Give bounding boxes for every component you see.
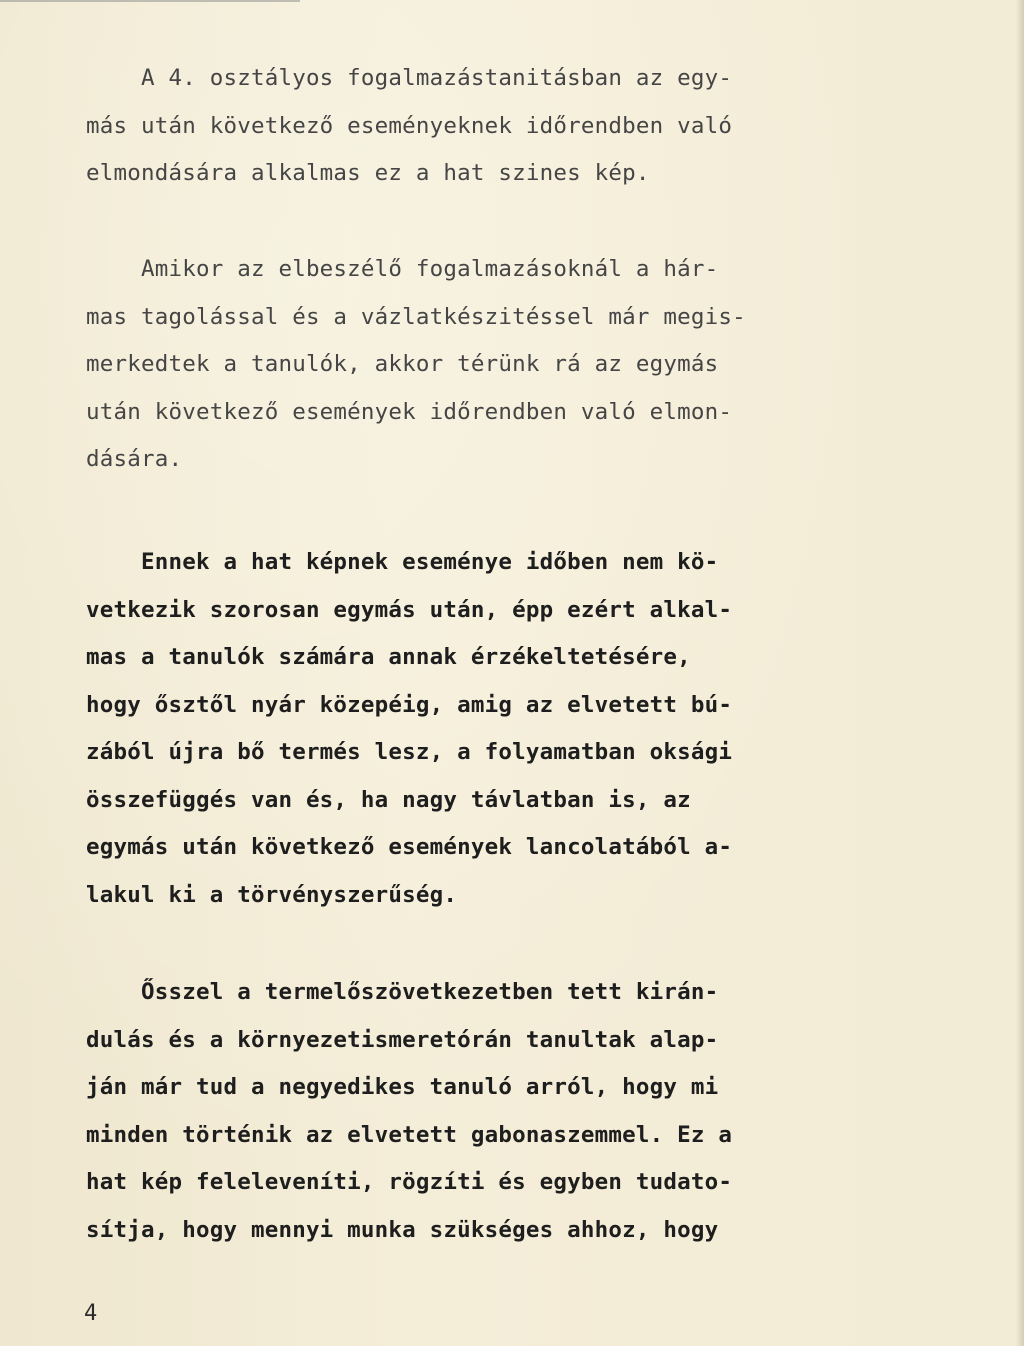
text-line: zából újra bő termés lesz, a folyamatban oksági	[86, 739, 733, 765]
text-line: vetkezik szorosan egymás után, épp ezért alkal-	[86, 596, 733, 623]
text-line: elmondására alkalmas ez a hat szines kép.	[86, 160, 650, 186]
text-line: egymás után következő események lancolatából a-	[86, 834, 733, 860]
scan-right-edge	[1016, 0, 1024, 1346]
text-line: dulás és a környezetismeretórán tanultak alap-	[86, 1026, 719, 1053]
text-line: minden történik az elvetett gabonaszemmel. Ez a	[86, 1121, 733, 1148]
scan-top-edge	[0, 0, 300, 2]
text-line: merkedtek a tanulók, akkor térünk rá az egymás	[86, 351, 719, 377]
text-line: dására.	[86, 446, 183, 472]
text-line: Amikor az elbeszélő fogalmazásoknál a hár-	[86, 256, 719, 282]
paragraph-2	[86, 246, 906, 484]
paragraph-4	[86, 969, 906, 1254]
text-line: Ősszel a termelőszövetkezetben tett kirán-	[86, 979, 719, 1005]
text-line: más után következő eseményeknek időrendben való	[86, 112, 733, 139]
paragraph-3	[86, 539, 906, 919]
text-line: ján már tud a negyedikes tanuló arról, hogy mi	[86, 1074, 719, 1100]
text-line: lakul ki a törvényszerűség.	[86, 881, 458, 908]
text-line: után következő események időrendben való elmon-	[86, 398, 733, 425]
text-line: hogy ősztől nyár közepéig, amig az elvetett bú-	[86, 691, 733, 718]
paragraph-1	[86, 55, 906, 198]
text-line: hat kép feleleveníti, rögzíti és egyben tudato-	[86, 1169, 733, 1195]
text-line: összefüggés van és, ha nagy távlatban is, az	[86, 786, 691, 813]
text-line: sítja, hogy mennyi munka szükséges ahhoz, hogy	[86, 1216, 719, 1243]
text-line: mas tagolással és a vázlatkészitéssel már megis-	[86, 303, 746, 330]
text-line: mas a tanulók számára annak érzékeltetésére,	[86, 644, 691, 670]
text-line: A 4. osztályos fogalmazástanitásban az egy-	[86, 65, 733, 91]
page-number: 4	[84, 1301, 98, 1326]
text-line: Ennek a hat képnek eseménye időben nem kö-	[86, 549, 719, 575]
